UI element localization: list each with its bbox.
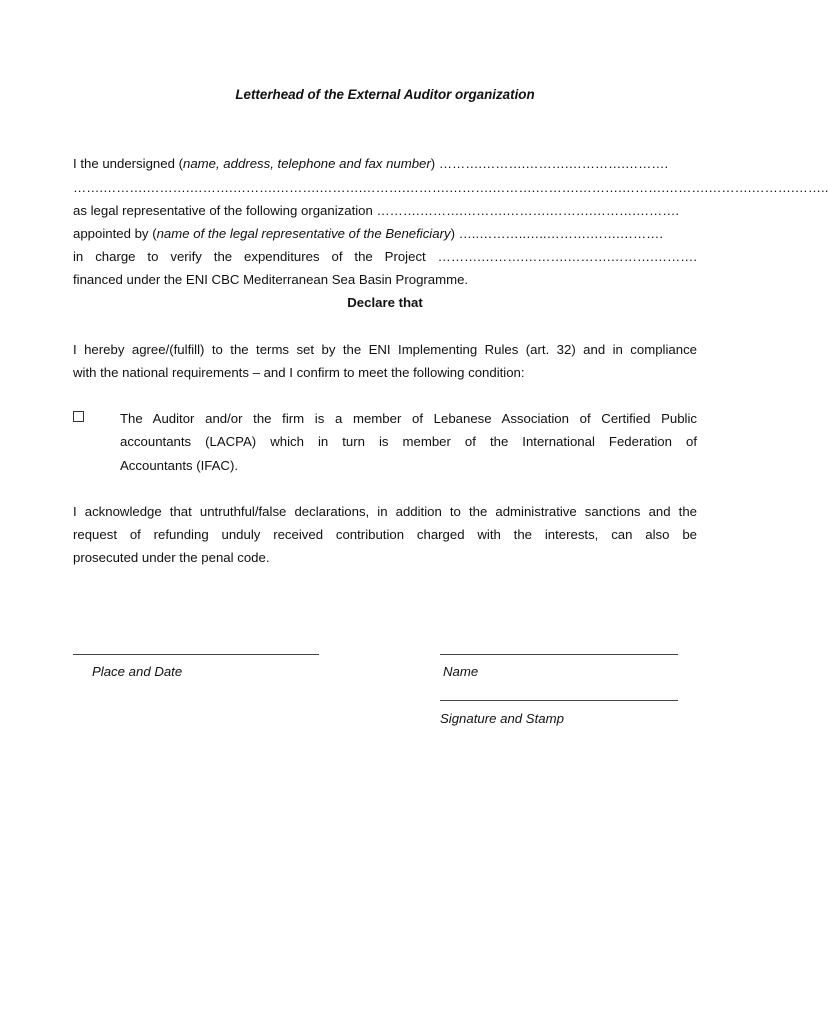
condition-checkbox[interactable] (73, 411, 84, 422)
intro-line-3: as legal representative of the following organization ……….……….……….……….……….……….………. (73, 203, 680, 218)
intro-line-1-suffix: ) ……….……….……….………….………. (430, 156, 669, 171)
letterhead-title: Letterhead of the External Auditor organization (235, 87, 535, 102)
intro-line-4-italic: name of the legal representative of the Beneficiary (156, 226, 451, 241)
intro-line-2: …….……….……….……….……….……….……….……….……….……….……….……….……….……….……….……….……….…….. (73, 180, 828, 195)
declare-heading: Declare that (347, 295, 423, 310)
intro-line-1 (73, 156, 697, 172)
intro-line-1-italic: name, address, telephone and fax number (182, 156, 431, 171)
place-date-label: Place and Date (92, 664, 183, 679)
acknowledge-line-2: request of refunding unduly received contribution charged with the interests, can also be (73, 527, 697, 542)
signature-stamp-label: Signature and Stamp (440, 711, 564, 726)
agreement-line-1: I hereby agree/(fulfill) to the terms set by the ENI Implementing Rules (art. 32) and in compliance (73, 342, 697, 357)
intro-line-4-prefix: appointed by ( (73, 226, 157, 241)
signature-stamp-line[interactable] (440, 700, 678, 701)
condition-line-3: Accountants (IFAC). (120, 458, 238, 473)
intro-line-4-suffix: ) …..………..…..……….…….………. (450, 226, 664, 241)
condition-line-1: The Auditor and/or the firm is a member of Lebanese Association of Certified Public (120, 411, 697, 426)
intro-line-5: in charge to verify the expenditures of the Project ……….……….……….……….……….………. (73, 249, 697, 264)
intro-line-1-prefix: I the undersigned ( (73, 156, 183, 171)
name-signature-line[interactable] (440, 654, 678, 655)
acknowledge-line-3: prosecuted under the penal code. (73, 550, 270, 565)
agreement-line-2: with the national requirements – and I confirm to meet the following condition: (73, 365, 525, 380)
intro-line-4 (73, 226, 697, 242)
name-label: Name (443, 664, 479, 679)
place-date-signature-line[interactable] (73, 654, 319, 655)
intro-line-6: financed under the ENI CBC Mediterranean Sea Basin Programme. (73, 272, 469, 287)
acknowledge-line-1: I acknowledge that untruthful/false declarations, in addition to the administrative sanctions and the (73, 504, 697, 519)
condition-line-2: accountants (LACPA) which in turn is member of the International Federation of (120, 434, 697, 449)
